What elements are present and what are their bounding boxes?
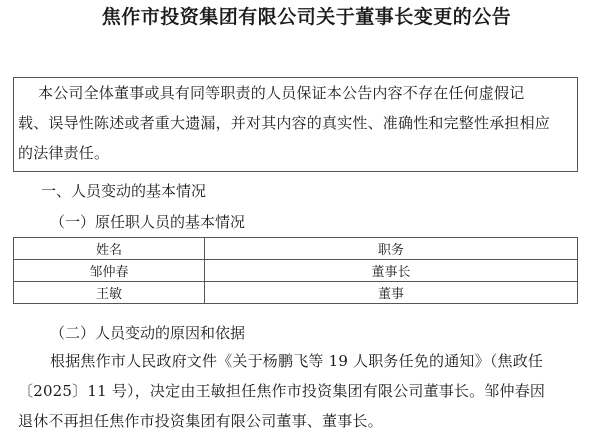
document-title: 焦作市投资集团有限公司关于董事长变更的公告 xyxy=(101,6,512,28)
section-heading: 一、人员变动的基本情况 xyxy=(41,182,207,200)
subsection-heading: （一）原任职人员的基本情况 xyxy=(50,213,246,231)
table-row xyxy=(14,282,578,304)
table-cell-position: 董事 xyxy=(205,282,578,304)
table-header-row xyxy=(14,238,578,260)
body-text-line: 〔2025〕11 号），决定由王敏担任焦作市投资集团有限公司董事长。邹仲春因 xyxy=(18,382,546,400)
table-cell-position: 董事长 xyxy=(205,260,578,282)
personnel-table xyxy=(13,237,578,304)
subsection-heading: （二）人员变动的原因和依据 xyxy=(50,324,246,342)
disclaimer-line: 的法律责任。 xyxy=(18,144,110,162)
column-header-name: 姓名 xyxy=(14,238,205,260)
table-cell-name: 王敏 xyxy=(14,282,205,304)
disclaimer-line: 本公司全体董事或具有同等职责的人员保证本公告内容不存在任何虚假记 xyxy=(38,84,525,102)
column-header-position: 职务 xyxy=(205,238,578,260)
body-text-line: 退休不再担任焦作市投资集团有限公司董事、董事长。 xyxy=(18,412,383,430)
disclaimer-line: 载、误导性陈述或者重大遗漏，并对其内容的真实性、准确性和完整性承担相应 xyxy=(18,114,551,132)
table-cell-name: 邹仲春 xyxy=(14,260,205,282)
body-text-line: 根据焦作市人民政府文件《关于杨鹏飞等 19 人职务任免的通知》（焦政任 xyxy=(50,352,544,370)
table-row xyxy=(14,260,578,282)
